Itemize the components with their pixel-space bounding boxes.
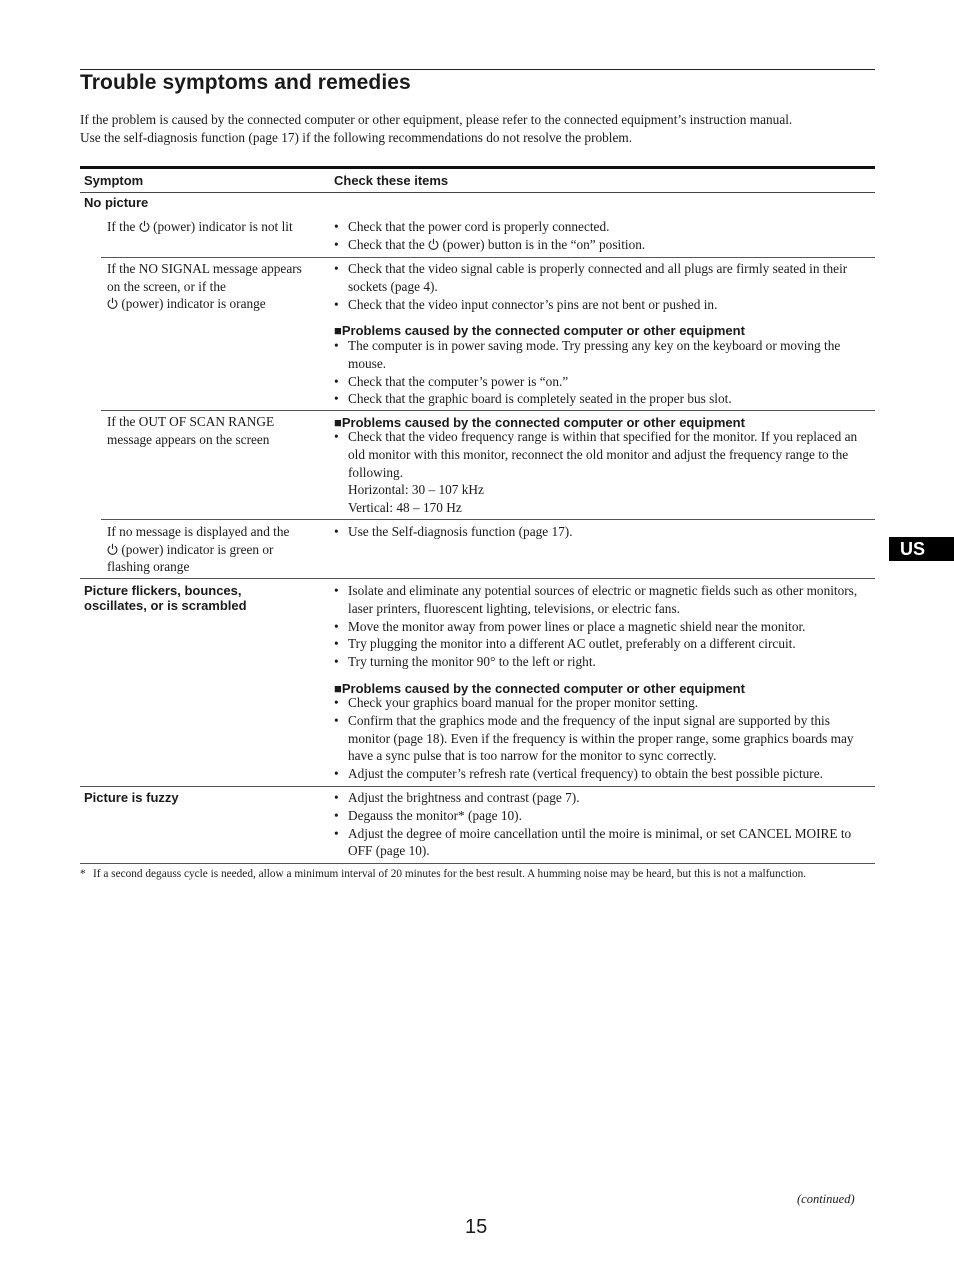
- list-item: • Move the monitor away from power lines or place a magnetic shield near the monitor.: [334, 618, 864, 636]
- symptom-text: (power) indicator is green or: [118, 541, 274, 557]
- table-header: [80, 169, 875, 193]
- page-title: Trouble symptoms and remedies: [80, 71, 411, 94]
- footnote-text: If a second degauss cycle is needed, allow a minimum interval of 20 minutes for the best result. A humming noise may be heard, but this is not a malfunction.: [93, 868, 807, 880]
- table-bottom-rule: [80, 863, 875, 864]
- continued-label: (continued): [797, 1192, 855, 1206]
- list-item: • Check that the video input connector’s pins are not bent or pushed in.: [334, 296, 864, 314]
- power-icon: [428, 238, 439, 250]
- horizontal-range: Horizontal: 30 – 107 kHz: [348, 482, 484, 498]
- check-items-flicker: [334, 582, 864, 671]
- sub-heading-computer-problems: ■Problems caused by the connected computer or other equipment: [334, 681, 745, 696]
- page-number: 15: [465, 1216, 488, 1238]
- list-item: • Degauss the monitor* (page 10).: [334, 807, 864, 825]
- row-divider: [101, 410, 875, 411]
- category-divider: [80, 786, 875, 787]
- title-rule: [80, 69, 875, 70]
- check-items-power-not-lit: [334, 218, 864, 254]
- list-item: [334, 428, 864, 517]
- list-item: • Check that the graphic board is completely seated in the proper bus slot.: [334, 390, 864, 408]
- list-item: • Check that the video signal cable is properly connected and all plugs are firmly seated in their sockets (page 4).: [334, 260, 864, 296]
- intro-text: [80, 111, 870, 147]
- list-item: • Adjust the brightness and contrast (page 7).: [334, 789, 864, 807]
- list-item: • Isolate and eliminate any potential sources of electric or magnetic fields such as other monitors, laser printers, fluorescent lighting, televisions, or electric fans.: [334, 582, 864, 618]
- list-item: • Use the Self-diagnosis function (page 17).: [334, 523, 864, 541]
- row-divider: [101, 519, 875, 520]
- symptom-line: [107, 541, 327, 559]
- intro-line-1: If the problem is caused by the connected computer or other equipment, please refer to the connected equipment’s instruction manual.: [80, 112, 793, 127]
- footnote-mark: *: [80, 868, 86, 880]
- symptom-no-signal: [107, 260, 327, 313]
- power-icon: [107, 543, 118, 555]
- check-items-out-of-scan: [334, 428, 864, 517]
- sub-heading-computer-problems: ■Problems caused by the connected computer or other equipment: [334, 323, 745, 338]
- vertical-range: Vertical: 48 – 170 Hz: [348, 500, 462, 516]
- list-item: • Check that the computer’s power is “on.”: [334, 373, 864, 391]
- category-line: oscillates, or is scrambled: [84, 598, 247, 613]
- item-text: (power) button is in the “on” position.: [439, 236, 646, 252]
- symptom-no-message: [107, 523, 327, 576]
- category-picture-fuzzy: Picture is fuzzy: [84, 790, 179, 805]
- list-item: [334, 236, 864, 254]
- list-item: • The computer is in power saving mode. Try pressing any key on the keyboard or moving the mouse.: [334, 337, 864, 373]
- list-item: • Adjust the computer’s refresh rate (vertical frequency) to obtain the best possible picture.: [334, 765, 864, 783]
- symptom-line: [107, 295, 327, 313]
- language-tab: US: [889, 537, 954, 561]
- symptom-line: on the screen, or if the: [107, 278, 226, 294]
- symptom-text: (power) indicator is orange: [118, 296, 266, 311]
- row-divider: [101, 257, 875, 258]
- trouble-table: [80, 166, 875, 193]
- symptom-line: If the OUT OF SCAN RANGE: [107, 414, 275, 429]
- category-divider: [80, 578, 875, 579]
- symptom-line: If the NO SIGNAL message appears: [107, 261, 302, 276]
- item-text: • Check that the video frequency range is within that specified for the monitor. If you replaced an old monitor with this monitor, reconnect the old monitor and adjust the frequency range to the following.: [348, 429, 858, 480]
- category-line: Picture flickers, bounces,: [84, 583, 242, 598]
- check-items-no-signal: [334, 260, 864, 313]
- symptom-line: If no message is displayed and the: [107, 524, 290, 539]
- header-symptom: Symptom: [84, 173, 144, 188]
- list-item: • Adjust the degree of moire cancellation until the moire is minimal, or set CANCEL MOIRE to OFF (page 10).: [334, 825, 864, 861]
- list-item: • Try turning the monitor 90° to the left or right.: [334, 653, 864, 671]
- symptom-text: If the: [107, 219, 139, 234]
- power-icon: [107, 297, 118, 309]
- check-items-no-message: [334, 523, 864, 541]
- category-no-picture: No picture: [84, 195, 149, 210]
- symptom-out-of-scan-range: [107, 413, 327, 448]
- symptom-line: message appears on the screen: [107, 431, 270, 447]
- item-text: Check that the: [348, 236, 429, 252]
- list-item: • Try plugging the monitor into a different AC outlet, preferably on a different circuit.: [334, 635, 864, 653]
- symptom-line: flashing orange: [107, 559, 190, 574]
- check-items-flicker-computer: [334, 694, 864, 783]
- sub-heading-computer-problems: ■Problems caused by the connected computer or other equipment: [334, 415, 745, 430]
- category-picture-flickers: [84, 583, 324, 613]
- list-item: • Check your graphics board manual for the proper monitor setting.: [334, 694, 864, 712]
- footnote: [80, 866, 870, 883]
- list-item: • Confirm that the graphics mode and the frequency of the input signal are supported by this monitor (page 18). Even if the frequency is within the proper range, some graphics boards may have a sync pulse that is too narrow for the monitor to sync correctly.: [334, 712, 864, 765]
- symptom-text: (power) indicator is not lit: [149, 219, 293, 234]
- symptom-power-not-lit: [107, 218, 322, 236]
- check-items-no-signal-computer: [334, 337, 864, 408]
- check-items-fuzzy: [334, 789, 864, 860]
- intro-line-2: Use the self-diagnosis function (page 17) if the following recommendations do not resolve the problem.: [80, 130, 633, 145]
- list-item: • Check that the power cord is properly connected.: [334, 218, 864, 236]
- power-icon: [139, 220, 150, 232]
- header-check-items: Check these items: [334, 173, 449, 188]
